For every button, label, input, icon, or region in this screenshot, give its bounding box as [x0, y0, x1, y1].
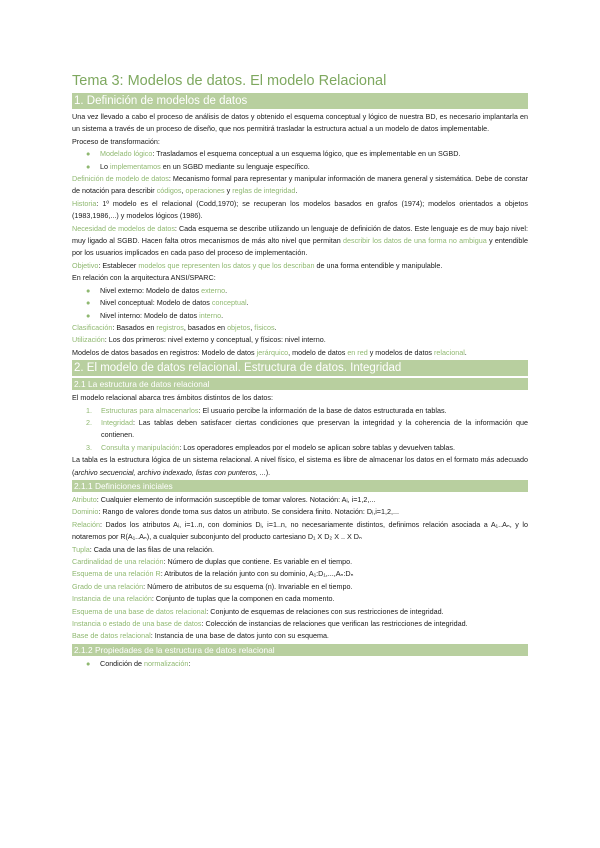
- definition-item: Cardinalidad de una relación: Número de duplas que contiene. Es variable en el tiempo.: [72, 557, 353, 566]
- subsection-2-1-heading: 2.1 La estructura de datos relacional: [72, 378, 528, 390]
- bullet-icon: ●: [86, 285, 91, 295]
- definition-item: Dominio: Rango de valores donde toma sus datos un atributo. Se considera finito. Notación: Dᵢ,i=1,2,...: [72, 507, 399, 517]
- records-paragraph: Modelos de datos basados en registros: Modelo de datos jerárquico, modelo de datos en red y modelos de datos relacional.: [72, 347, 467, 357]
- definition-item: Instancia o estado de una base de datos: Colección de instancias de relaciones que verifican las restricciones de integridad.: [72, 619, 468, 629]
- definition-item: Atributo: Cualquier elemento de información susceptible de tomar valores. Notación: Aᵢ, i=1,2,...: [72, 494, 376, 504]
- list-item: ● Nivel interno: Modelo de datos interno.: [86, 310, 528, 322]
- definition-item: Tupla: Cada una de las filas de una relación.: [72, 544, 214, 554]
- document-page: [72, 72, 528, 670]
- definition-paragraph: Definición de modelo de datos: Mecanismo formal para representar y manipular información de manera general y sistemática. Debe de constar de notación para describir códigos, operaciones y reglas de integridad.: [72, 174, 528, 196]
- definition-item: Base de datos relacional: Instancia de una base de datos junto con su esquema.: [72, 631, 329, 641]
- bullet-icon: ●: [86, 658, 91, 668]
- subsection-2-1-2-heading: 2.1.2 Propiedades de la estructura de datos relacional: [72, 644, 528, 656]
- definition-item: Instancia de una relación: Conjunto de tuplas que la componen en cada momento.: [72, 594, 335, 604]
- intro-paragraph: Una vez llevado a cabo el proceso de análisis de datos y obtenido el esquema conceptual y lógico de nuestra BD, es necesario implantarla en un sistema a través de un proceso de diseño, que nos permitirá trasladar la estructura actual a un modelo de datos implementable.: [72, 112, 528, 134]
- list-item: ● Nivel externo: Modelo de datos externo.: [86, 285, 528, 297]
- list-item: 2. Integridad: Las tablas deben satisfacer ciertas condiciones que preservan la integridad y la coherencia de la información que contienen.: [86, 417, 528, 440]
- scopes-list: [72, 405, 528, 455]
- definitions-list: [72, 494, 528, 643]
- classification-paragraph: Clasificación: Basados en registros, basados en objetos, físicos.: [72, 322, 277, 332]
- need-paragraph: Necesidad de modelos de datos: Cada esquema se describe utilizando un lenguaje de definición de datos. Este lenguaje es de muy bajo nivel: muy ligado al SGBD. Hacen falta otros mecanismos de más alto nivel que permitan describir los datos de una forma no ambigua y entendible por los usuarios implicados en cada paso del proceso de implementación.: [72, 223, 528, 258]
- list-item: 1. Estructuras para almacenarlos: El usuario percibe la información de la base de datos estructurada en tablas.: [86, 405, 447, 415]
- subsection-2-1-1-heading: 2.1.1 Definiciones iniciales: [72, 480, 528, 492]
- process-list: [72, 148, 528, 173]
- history-paragraph: Historia: 1º modelo es el relacional (Codd,1970); se recuperan los modelos basados en grafos (1974); modelos orientados a objetos (1983,1986,...) y modelos lógicos (1986).: [72, 198, 528, 221]
- list-item: ● Nivel conceptual: Modelo de datos conceptual.: [86, 297, 528, 309]
- bullet-icon: ●: [86, 149, 91, 159]
- bullet-icon: ●: [86, 298, 91, 308]
- page-title: Tema 3: Modelos de datos. El modelo Relacional: [72, 73, 387, 89]
- section-1-heading: 1. Definición de modelos de datos: [72, 93, 528, 109]
- definition-item: Esquema de una relación R: Atributos de la relación junto con su dominio, A₁:D₁,...,Aₙ:Dₙ: [72, 569, 354, 579]
- ansi-label: En relación con la arquitectura ANSI/SPARC:: [72, 273, 216, 283]
- definition-item: Relación: Dados los atributos Aᵢ, i=1..n, con dominios Dᵢ, i=1..n, no necesariamente distintos, definimos relación asociada a A₁..Aₙ, y lo notaremos por R(A₁..Aₙ), a cualquier subconjunto del producto cartesiano D₁ X D₂ X .. X Dₙ: [72, 519, 528, 542]
- list-item: ● Lo implementamos en un SGBD mediante su lenguaje específico.: [86, 161, 528, 173]
- list-item: ● Condición de normalización:: [86, 658, 528, 670]
- levels-list: [72, 285, 528, 322]
- section-2-heading: 2. El modelo de datos relacional. Estructura de datos. Integridad: [72, 360, 528, 376]
- scopes-label: El modelo relacional abarca tres ámbitos distintos de los datos:: [72, 393, 273, 403]
- definition-item: Esquema de una base de datos relacional: Conjunto de esquemas de relaciones con sus restricciones de integridad.: [72, 606, 444, 616]
- bullet-icon: ●: [86, 161, 91, 171]
- process-label: Proceso de transformación:: [72, 136, 160, 146]
- bullet-icon: ●: [86, 310, 91, 320]
- list-item: ● Modelado lógico: Trasladamos el esquema conceptual a un esquema lógico, que es implementable en un SGBD.: [86, 148, 528, 160]
- table-paragraph: La tabla es la estructura lógica de un sistema relacional. A nivel físico, el sistema es libre de almacenar los datos en el formato más adecuado (archivo secuencial, archivo indexado, listas con punteros, ...).: [72, 455, 528, 477]
- definition-item: Grado de una relación: Número de atributos de su esquema (n). Invariable en el tiempo.: [72, 581, 353, 591]
- usage-paragraph: Utilización: Los dos primeros: nivel externo y conceptual, y físicos: nivel interno.: [72, 335, 326, 345]
- list-item: 3. Consulta y manipulación: Los operadores empleados por el modelo se aplican sobre tablas y devuelven tablas.: [86, 442, 456, 452]
- objective-paragraph: Objetivo: Establecer modelos que representen los datos y que los describan de una forma entendible y manipulable.: [72, 260, 443, 270]
- properties-list: [72, 658, 528, 670]
